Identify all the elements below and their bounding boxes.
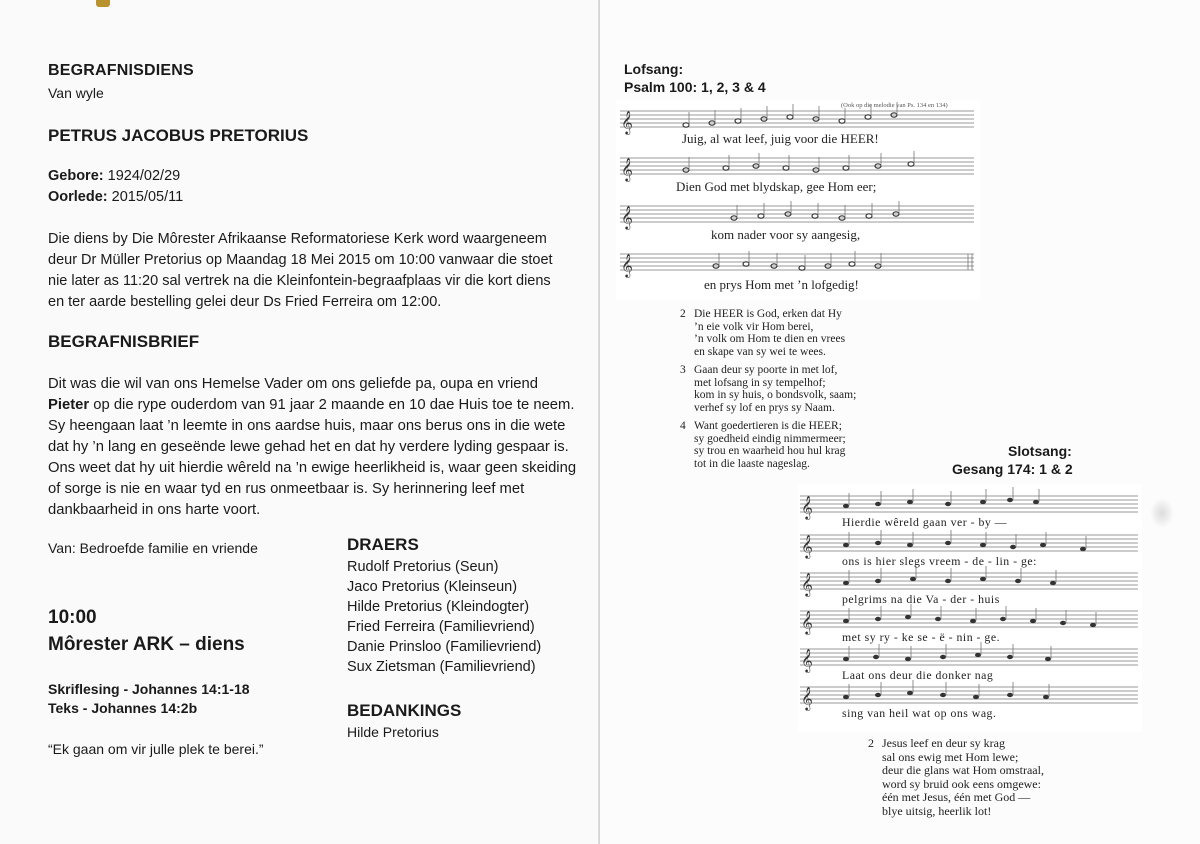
hymn-lyric-line: pelgrims na die Va - der - huis bbox=[842, 592, 1000, 606]
verse-line: met lofsang in sy tempelhof; bbox=[694, 376, 826, 389]
verse-line: Die HEER is God, erken dat Hy bbox=[694, 308, 842, 320]
verse-line: en skape van sy wei te wees. bbox=[694, 345, 826, 358]
slotsang-hymn: Gesang 174: 1 & 2 bbox=[952, 461, 1073, 477]
psalm-lyric-line: Juig, al wat leef, juig voor die HEER! bbox=[682, 131, 879, 146]
psalm-verse-2 bbox=[680, 308, 845, 358]
bearer-item: Sux Zietsman (Familievriend) bbox=[347, 659, 536, 675]
letter-line: Dit was die wil van ons Hemelse Vader om ons geliefde pa, oupa en vriend bbox=[48, 376, 538, 392]
verse-line: ’n eie volk vir Hom berei, bbox=[694, 320, 814, 333]
letter-line: Sy heengaan laat ’n leemte in ons aardse huis, maar ons berus ons in die wete bbox=[48, 418, 566, 434]
psalm-verse-4 bbox=[680, 420, 846, 470]
psalm-lyric-line: en prys Hom met ’n lofgedig! bbox=[704, 277, 859, 292]
psalm-lyric-line: kom nader voor sy aangesig, bbox=[711, 227, 861, 242]
text-label: Teks - Johannes 14:2b bbox=[48, 700, 198, 716]
hymn-score bbox=[798, 484, 1142, 732]
letter-line: dat hy ’n lang en geseënde lewe gehad het en dat hy verdere lyding gespaar is. bbox=[48, 439, 569, 455]
psalm-verse-3 bbox=[680, 364, 856, 414]
svg-text:𝄞: 𝄞 bbox=[801, 610, 813, 634]
verse-line: tot in die laaste nageslag. bbox=[694, 457, 810, 470]
letter-paragraph bbox=[48, 374, 593, 521]
verse-line: Jesus leef en deur sy krag bbox=[882, 736, 1005, 750]
born-line bbox=[48, 166, 180, 187]
svg-text:𝄞: 𝄞 bbox=[801, 534, 813, 558]
verse-line: word sy bruid ook eens omgewe: bbox=[882, 776, 1041, 791]
service-line: deur Dr Müller Pretorius op Maandag 18 Mei 2015 om 10:00 vanwaar die stoet bbox=[48, 252, 553, 268]
bearers-list bbox=[347, 557, 541, 677]
svg-text:𝄞: 𝄞 bbox=[801, 648, 813, 672]
lofsang-label: Lofsang: bbox=[624, 61, 684, 77]
verse-line: sal ons ewig met Hom lewe; bbox=[882, 749, 1019, 764]
psalm-note: (Ook op die melodie van Ps. 134 en 134) bbox=[841, 102, 948, 109]
right-page bbox=[600, 0, 1200, 844]
service-time: 10:00 bbox=[48, 607, 97, 628]
verse-line: deur die glans wat Hom omstraal, bbox=[882, 763, 1044, 777]
hymn-lyric-line: sing van heil wat op ons wag. bbox=[842, 706, 997, 720]
hymn-lyric-line: Laat ons deur die donker nag bbox=[842, 668, 994, 682]
verse-line: blye uitsig, heerlik lot! bbox=[882, 803, 992, 818]
quote: “Ek gaan om vir julle plek te berei.” bbox=[48, 741, 264, 757]
verse-line: Want goedertieren is die HEER; bbox=[694, 420, 842, 432]
bearer-item: Jaco Pretorius (Kleinseun) bbox=[347, 579, 518, 595]
bearer-item: Hilde Pretorius (Kleindogter) bbox=[347, 599, 530, 615]
thanks-heading: BEDANKINGS bbox=[347, 701, 462, 720]
service-line: Die diens by Die Môrester Afrikaanse Reformatoriese Kerk word waargeneem bbox=[48, 231, 547, 247]
born-value: 1924/02/29 bbox=[107, 168, 181, 184]
paper-clip-mark bbox=[96, 0, 110, 7]
verse-line: verhef sy lof en prys sy Naam. bbox=[694, 401, 835, 414]
verse-line: sy goedheid eindig nimmermeer; bbox=[694, 432, 846, 445]
hymn-lyric-line: Hierdie wêreld gaan ver - by — bbox=[842, 515, 1008, 529]
hymn-lyric-line: ons is hier slegs vreem - de - lin - ge: bbox=[842, 554, 1037, 568]
letter-heading: BEGRAFNISBRIEF bbox=[48, 332, 200, 351]
bearer-item: Danie Prinsloo (Familievriend) bbox=[347, 639, 542, 655]
svg-text:𝄞: 𝄞 bbox=[801, 495, 813, 519]
letter-line: of sorge is nie en waar tyd en rus onmeetbaar is. Sy herinnering leef met bbox=[48, 481, 525, 497]
verse-number: 3 bbox=[680, 364, 686, 376]
scan-smudge bbox=[1150, 498, 1174, 528]
died-line bbox=[48, 187, 183, 208]
bearers-heading: DRAERS bbox=[347, 535, 419, 554]
verse-line: één met Jesus, één met God — bbox=[882, 790, 1031, 804]
service-title: BEGRAFNISDIENS bbox=[48, 62, 194, 79]
hymn-verse-2 bbox=[868, 737, 1044, 818]
verse-line: kom in sy huis, o bondsvolk, saam; bbox=[694, 389, 857, 401]
reading-label: Skriflesing - Johannes 14:1-18 bbox=[48, 681, 250, 697]
verse-line: sy trou en waarheid hou hul krag bbox=[694, 445, 846, 457]
verse-number: 4 bbox=[680, 420, 686, 432]
service-paragraph bbox=[48, 229, 593, 313]
readings bbox=[48, 680, 250, 718]
verse-line: Gaan deur sy poorte in met lof, bbox=[694, 364, 838, 376]
service-line: nie later as 11:20 sal vertrek na die Kleinfontein-begraafplaas vir die kort diens bbox=[48, 273, 551, 289]
svg-text:𝄞: 𝄞 bbox=[801, 686, 813, 710]
lofsang-psalm: Psalm 100: 1, 2, 3 & 4 bbox=[624, 79, 766, 95]
slotsang-label: Slotsang: bbox=[1008, 443, 1072, 459]
died-value: 2015/05/11 bbox=[111, 189, 184, 205]
svg-text:𝄞: 𝄞 bbox=[621, 253, 633, 277]
psalm-staves bbox=[616, 100, 980, 300]
service-line: en ter aarde bestelling gelei deur Ds Fried Ferreira om 12:00. bbox=[48, 294, 442, 310]
bearer-item: Fried Ferreira (Familievriend) bbox=[347, 619, 535, 635]
born-label: Gebore: bbox=[48, 168, 104, 184]
letter-bold-name: Pieter bbox=[48, 397, 90, 413]
psalm-lyric-line: Dien God met blydskap, gee Hom eer; bbox=[676, 179, 877, 194]
deceased-name: PETRUS JACOBUS PRETORIUS bbox=[48, 126, 309, 145]
died-label: Oorlede: bbox=[48, 189, 108, 205]
from-text: Van: Bedroefde familie en vriende bbox=[48, 540, 258, 556]
verse-line: ’n volk om Hom te dien en vrees bbox=[694, 333, 846, 345]
svg-text:𝄞: 𝄞 bbox=[621, 157, 633, 181]
verse-number: 2 bbox=[868, 736, 874, 750]
verse-number: 2 bbox=[680, 308, 686, 320]
thanks-name: Hilde Pretorius bbox=[347, 724, 439, 740]
service-subtitle: Van wyle bbox=[48, 85, 104, 101]
svg-text:𝄞: 𝄞 bbox=[621, 205, 633, 229]
svg-text:𝄞: 𝄞 bbox=[621, 110, 633, 134]
letter-line: dankbaarheid in ons harte voort. bbox=[48, 502, 261, 518]
letter-line bbox=[48, 395, 593, 416]
svg-text:𝄞: 𝄞 bbox=[801, 572, 813, 596]
service-venue: Môrester ARK – diens bbox=[48, 634, 245, 655]
hymn-lyric-line: met sy ry - ke se - ë - nin - ge. bbox=[842, 630, 1001, 644]
psalm-score bbox=[616, 100, 980, 300]
letter-line-text: op die rype ouderdom van 91 jaar 2 maande en 10 dae Huis toe te neem. bbox=[93, 397, 575, 413]
bearer-item: Rudolf Pretorius (Seun) bbox=[347, 559, 499, 575]
letter-line: Ons weet dat hy uit hierdie wêreld na ’n ewige heerlikheid is, waar geen skeiding bbox=[48, 460, 577, 476]
